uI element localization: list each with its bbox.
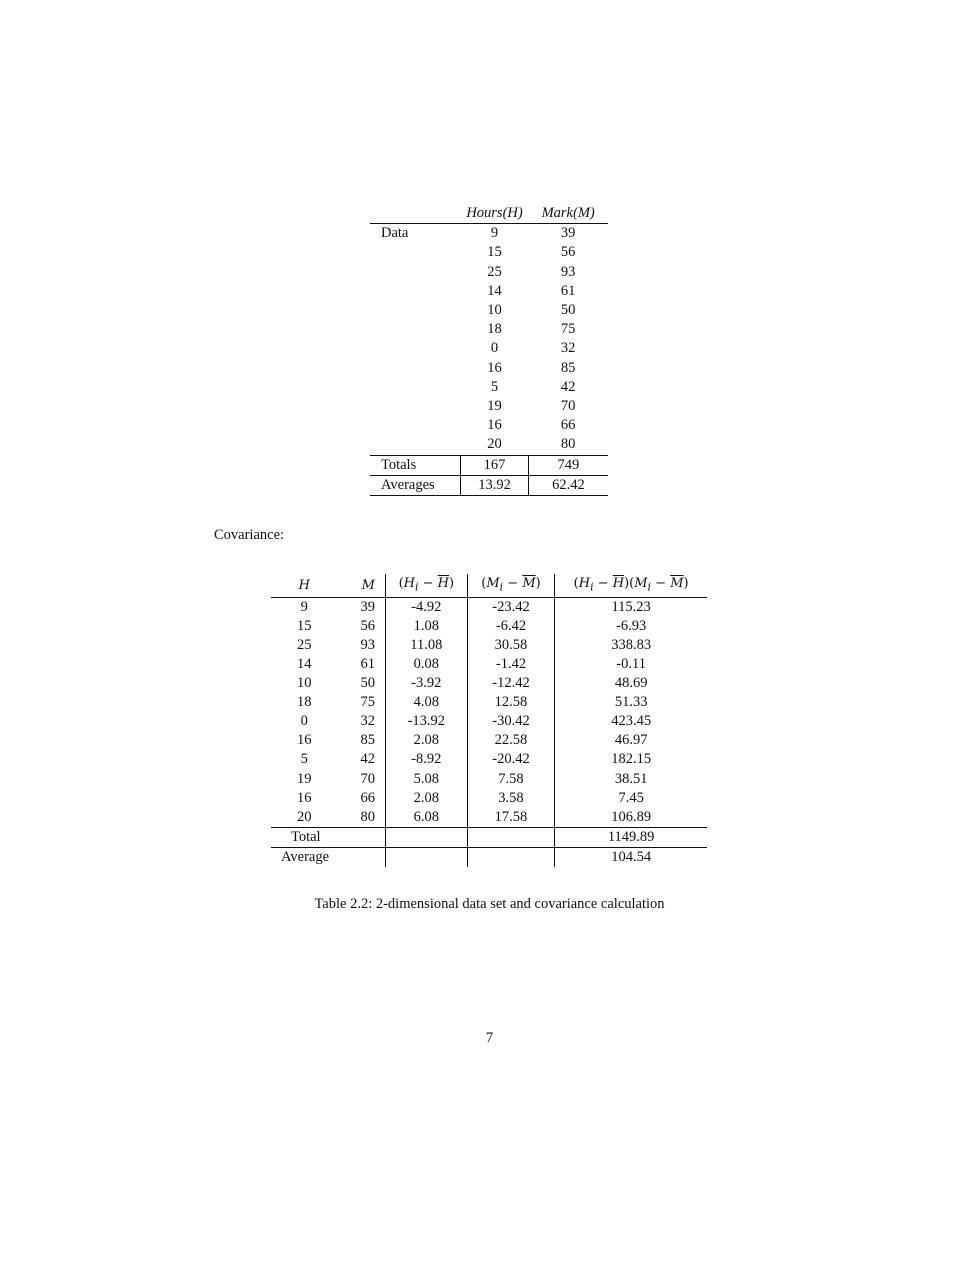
h-cell: 15	[297, 617, 312, 634]
data-row-label-empty	[370, 320, 461, 339]
total-label: Total	[271, 827, 385, 847]
m-deviation-cell: -30.42	[467, 712, 555, 731]
m-deviation-header: $(M_i - \overline{M})$	[467, 574, 555, 597]
mark-cell: 61	[560, 282, 576, 299]
mark-cell: 39	[560, 225, 576, 242]
mark-cell: 80	[560, 436, 576, 453]
data-row	[370, 339, 608, 358]
data-row	[370, 435, 608, 455]
m-cell: 42	[360, 751, 375, 768]
product-cell: -0.11	[555, 655, 707, 674]
covariance-row	[271, 770, 707, 789]
mark-cell: 66	[560, 417, 576, 434]
covariance-row	[271, 750, 707, 769]
data-row	[370, 224, 608, 244]
mark-cell: 32	[560, 340, 576, 357]
m-cell: 66	[360, 789, 375, 806]
product-cell: -6.93	[555, 617, 707, 636]
totals-marks: 749	[528, 455, 608, 475]
covariance-row	[271, 674, 707, 693]
covariance-row	[271, 808, 707, 828]
data-row	[370, 263, 608, 282]
h-deviation-cell: 11.08	[385, 636, 467, 655]
data-row-label-empty	[370, 263, 461, 282]
data-row	[370, 416, 608, 435]
h-cell: 0	[300, 713, 308, 730]
average-empty-2	[467, 847, 555, 867]
hours-cell: 9	[490, 225, 499, 242]
m-deviation-cell: 3.58	[467, 789, 555, 808]
data-row	[370, 301, 608, 320]
data-table-header	[370, 204, 608, 224]
mark-cell: 75	[560, 321, 576, 338]
h-cell: 9	[300, 598, 308, 615]
m-header: M	[361, 577, 375, 593]
covariance-table-header	[271, 574, 707, 597]
m-cell: 39	[360, 598, 375, 615]
covariance-table	[271, 574, 707, 867]
mark-header: Mark(M)	[541, 205, 595, 221]
total-empty-2	[467, 827, 555, 847]
data-row	[370, 359, 608, 378]
covariance-table-body	[271, 597, 707, 827]
h-header: H	[298, 577, 310, 593]
m-cell: 32	[360, 713, 375, 730]
product-cell: 338.83	[555, 636, 707, 655]
mark-cell: 50	[560, 302, 576, 319]
h-deviation-cell: -3.92	[385, 674, 467, 693]
h-cell: 18	[297, 694, 312, 711]
m-deviation-cell: -20.42	[467, 750, 555, 769]
h-cell: 19	[297, 770, 312, 787]
average-empty-1	[385, 847, 467, 867]
m-cell: 80	[360, 808, 375, 825]
mark-cell: 93	[560, 263, 576, 280]
product-cell: 46.97	[555, 731, 707, 750]
hours-cell: 16	[487, 359, 502, 376]
product-cell: 48.69	[555, 674, 707, 693]
m-deviation-cell: 22.58	[467, 731, 555, 750]
product-cell: 115.23	[555, 597, 707, 617]
covariance-row	[271, 617, 707, 636]
m-deviation-cell: -12.42	[467, 674, 555, 693]
h-cell: 16	[297, 789, 312, 806]
h-deviation-cell: -13.92	[385, 712, 467, 731]
product-cell: 7.45	[555, 789, 707, 808]
m-cell: 85	[360, 732, 375, 749]
product-cell: 423.45	[555, 712, 707, 731]
data-row-label-empty	[370, 339, 461, 358]
data-row-label-empty	[370, 397, 461, 416]
covariance-row	[271, 789, 707, 808]
total-value: 1149.89	[555, 827, 707, 847]
table-caption: Table 2.2: 2-dimensional data set and covariance calculation	[314, 896, 665, 912]
h-deviation-cell: 2.08	[385, 789, 467, 808]
data-row	[370, 378, 608, 397]
product-cell: 106.89	[555, 808, 707, 828]
m-cell: 70	[360, 770, 375, 787]
m-cell: 75	[360, 694, 375, 711]
hours-cell: 5	[490, 378, 499, 395]
h-cell: 20	[297, 808, 312, 825]
product-cell: 38.51	[555, 770, 707, 789]
averages-hours: 13.92	[461, 475, 529, 495]
m-deviation-cell: -23.42	[467, 597, 555, 617]
hours-cell: 15	[487, 244, 502, 261]
data-row-label-empty	[370, 243, 461, 262]
h-deviation-cell: -4.92	[385, 597, 467, 617]
average-label: Average	[271, 847, 385, 867]
h-deviation-cell: 2.08	[385, 731, 467, 750]
covariance-row	[271, 655, 707, 674]
averages-label: Averages	[370, 475, 461, 495]
covariance-row	[271, 731, 707, 750]
data-row-label-empty	[370, 378, 461, 397]
covariance-row	[271, 597, 707, 617]
data-table-header-blank	[370, 204, 461, 224]
h-cell: 14	[297, 655, 312, 672]
h-deviation-cell: 1.08	[385, 617, 467, 636]
page-number: 7	[485, 1030, 494, 1046]
covariance-row	[271, 636, 707, 655]
data-row	[370, 282, 608, 301]
h-deviation-cell: 4.08	[385, 693, 467, 712]
data-row	[370, 320, 608, 339]
hours-cell: 25	[487, 263, 502, 280]
covariance-heading: Covariance:	[214, 527, 285, 543]
m-deviation-cell: -6.42	[467, 617, 555, 636]
data-table	[370, 204, 608, 496]
data-row-label-empty	[370, 301, 461, 320]
product-cell: 51.33	[555, 693, 707, 712]
m-deviation-cell: 17.58	[467, 808, 555, 828]
data-row-label-empty	[370, 435, 461, 455]
m-deviation-cell: 12.58	[467, 693, 555, 712]
total-row	[271, 827, 707, 847]
h-cell: 16	[297, 732, 312, 749]
mark-cell: 42	[560, 378, 576, 395]
hours-cell: 16	[487, 417, 502, 434]
total-empty-1	[385, 827, 467, 847]
data-row-label-empty	[370, 359, 461, 378]
h-cell: 5	[300, 751, 308, 768]
h-cell: 25	[297, 636, 312, 653]
hours-cell: 18	[487, 321, 502, 338]
mark-cell: 85	[560, 359, 576, 376]
average-row	[271, 847, 707, 867]
product-cell: 182.15	[555, 750, 707, 769]
average-value: 104.54	[555, 847, 707, 867]
data-table-body	[370, 224, 608, 455]
hours-cell: 20	[487, 436, 502, 453]
hours-cell: 0	[490, 340, 499, 357]
mark-cell: 56	[560, 244, 576, 261]
mark-cell: 70	[560, 398, 576, 415]
m-cell: 61	[360, 655, 375, 672]
m-deviation-cell: 7.58	[467, 770, 555, 789]
m-cell: 93	[360, 636, 375, 653]
covariance-row	[271, 693, 707, 712]
totals-label: Totals	[370, 455, 461, 475]
h-deviation-cell: 0.08	[385, 655, 467, 674]
averages-marks: 62.42	[528, 475, 608, 495]
data-row-label-empty	[370, 416, 461, 435]
m-deviation-cell: 30.58	[467, 636, 555, 655]
hours-cell: 14	[487, 282, 502, 299]
hours-cell: 19	[487, 398, 502, 415]
h-deviation-cell: -8.92	[385, 750, 467, 769]
hours-header: Hours(H)	[466, 205, 523, 221]
data-row	[370, 397, 608, 416]
totals-row	[370, 455, 608, 475]
m-cell: 56	[360, 617, 375, 634]
averages-row	[370, 475, 608, 495]
h-deviation-cell: 6.08	[385, 808, 467, 828]
m-cell: 50	[360, 675, 375, 692]
h-deviation-cell: 5.08	[385, 770, 467, 789]
h-cell: 10	[297, 675, 312, 692]
data-row-label: Data	[381, 225, 409, 242]
data-row	[370, 243, 608, 262]
covariance-row	[271, 712, 707, 731]
m-deviation-cell: -1.42	[467, 655, 555, 674]
totals-hours: 167	[461, 455, 529, 475]
h-deviation-header: $(H_i - \overline{H})$	[385, 574, 467, 597]
data-row-label-empty	[370, 282, 461, 301]
hours-cell: 10	[487, 302, 502, 319]
product-header: $(H_i - \overline{H})(M_i - \overline{M})$	[555, 574, 707, 597]
